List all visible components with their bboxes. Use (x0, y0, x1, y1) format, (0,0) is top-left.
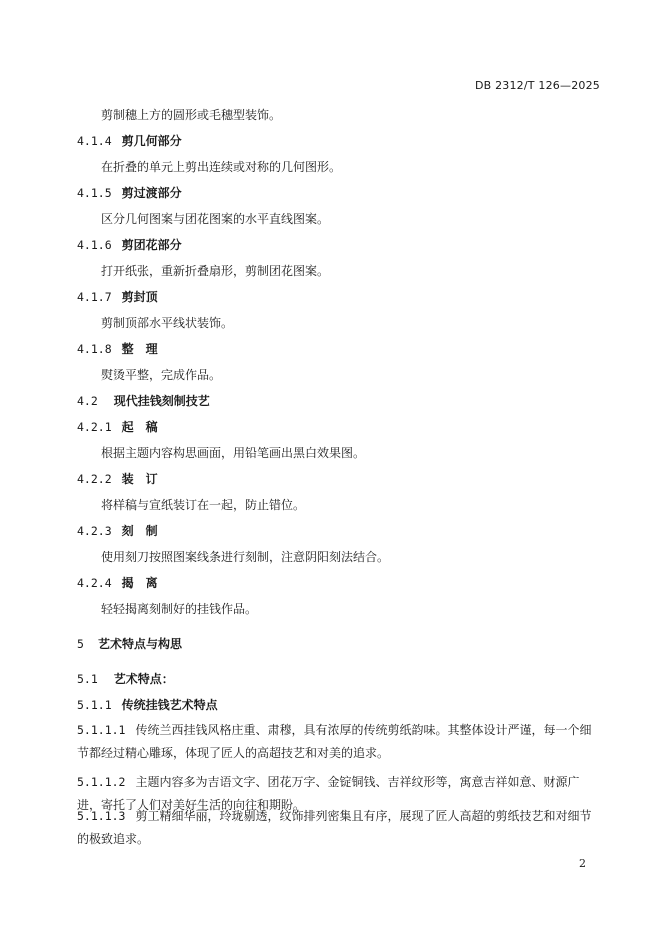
page-number: 2 (579, 857, 586, 870)
section-number: 4.2 (77, 394, 98, 408)
paragraph-text: 传统兰西挂钱风格庄重、肃穆，具有浓厚的传统剪纸韵味。其整体设计严谨，每一个细节都经过精心雕琢，体现了匠人的高超技艺和对美的追求。 (77, 723, 592, 760)
section-number: 4.2.3 (77, 524, 112, 538)
section-number: 4.2.2 (77, 472, 112, 486)
section-title: 刻制 (121, 524, 170, 538)
section-title: 剪过渡部分 (121, 186, 182, 200)
body-text: 打开纸张，重新折叠扇形，剪制团花图案。 (101, 264, 330, 278)
body-text: 将样稿与宣纸装订在一起，防止错位。 (101, 498, 306, 512)
section-title: 起稿 (121, 420, 170, 434)
body-text: 剪制穗上方的圆形或毛穗型装饰。 (101, 108, 282, 122)
body-text: 区分几何图案与团花图案的水平直线图案。 (101, 212, 330, 226)
section-number: 4.2.1 (77, 420, 112, 434)
section-heading-4-1-5 (77, 185, 182, 201)
section-heading-4-2-2 (77, 471, 170, 487)
section-number: 4.1.5 (77, 186, 112, 200)
paragraph-number: 5.1.1.1 (77, 723, 126, 737)
section-heading-4-1-8 (77, 341, 170, 357)
section-heading-5-1-1 (77, 697, 218, 713)
body-text: 在折叠的单元上剪出连续或对称的几何图形。 (101, 160, 342, 174)
section-title: 剪团花部分 (121, 238, 182, 252)
section-title: 艺术特点： (113, 672, 174, 686)
section-heading-4-2-3 (77, 523, 170, 539)
paragraph-number: 5.1.1.2 (77, 775, 126, 789)
section-title: 剪几何部分 (121, 134, 182, 148)
section-number: 4.1.8 (77, 342, 112, 356)
numbered-paragraph-5-1-1-1 (77, 719, 603, 765)
section-number: 5.1 (77, 672, 98, 686)
section-heading-4-2-4 (77, 575, 170, 591)
section-title: 整理 (121, 342, 170, 356)
body-text: 熨烫平整，完成作品。 (101, 368, 222, 382)
section-heading-5 (77, 636, 182, 652)
section-title: 传统挂钱艺术特点 (121, 698, 218, 712)
section-number: 4.1.6 (77, 238, 112, 252)
numbered-paragraph-5-1-1-3 (77, 805, 603, 851)
section-title: 揭离 (121, 576, 170, 590)
standard-code: DB 2312/T 126—2025 (474, 79, 600, 92)
paragraph-text: 主题内容多为吉语文字、团花万字、金锭铜钱、吉祥纹形等，寓意吉祥如意、财源广进，寄托了人们对美好生活的向往和期盼。 (77, 775, 580, 812)
section-number: 5.1.1 (77, 698, 112, 712)
section-title: 现代挂钱刻制技艺 (113, 394, 210, 408)
section-number: 4.1.7 (77, 290, 112, 304)
body-text: 剪制顶部水平线状装饰。 (101, 316, 234, 330)
section-title: 艺术特点与构思 (97, 637, 182, 651)
body-text: 使用刻刀按照图案线条进行刻制，注意阴阳刻法结合。 (101, 550, 390, 564)
section-heading-4-1-7 (77, 289, 158, 305)
section-title: 剪封顶 (121, 290, 158, 304)
section-number: 5 (77, 637, 84, 651)
paragraph-number: 5.1.1.3 (77, 809, 126, 823)
body-text: 轻轻揭离刻制好的挂钱作品。 (101, 602, 258, 616)
section-heading-4-2-1 (77, 419, 170, 435)
section-heading-5-1 (77, 671, 174, 687)
section-heading-4-2 (77, 393, 210, 409)
section-title: 装订 (121, 472, 170, 486)
section-heading-4-1-6 (77, 237, 182, 253)
section-number: 4.1.4 (77, 134, 112, 148)
section-heading-4-1-4 (77, 133, 182, 149)
section-number: 4.2.4 (77, 576, 112, 590)
paragraph-text: 剪工精细华丽，玲珑剔透，纹饰排列密集且有序，展现了匠人高超的剪纸技艺和对细节的极致追求。 (77, 809, 592, 846)
body-text: 根据主题内容构思画面，用铅笔画出黑白效果图。 (101, 446, 366, 460)
